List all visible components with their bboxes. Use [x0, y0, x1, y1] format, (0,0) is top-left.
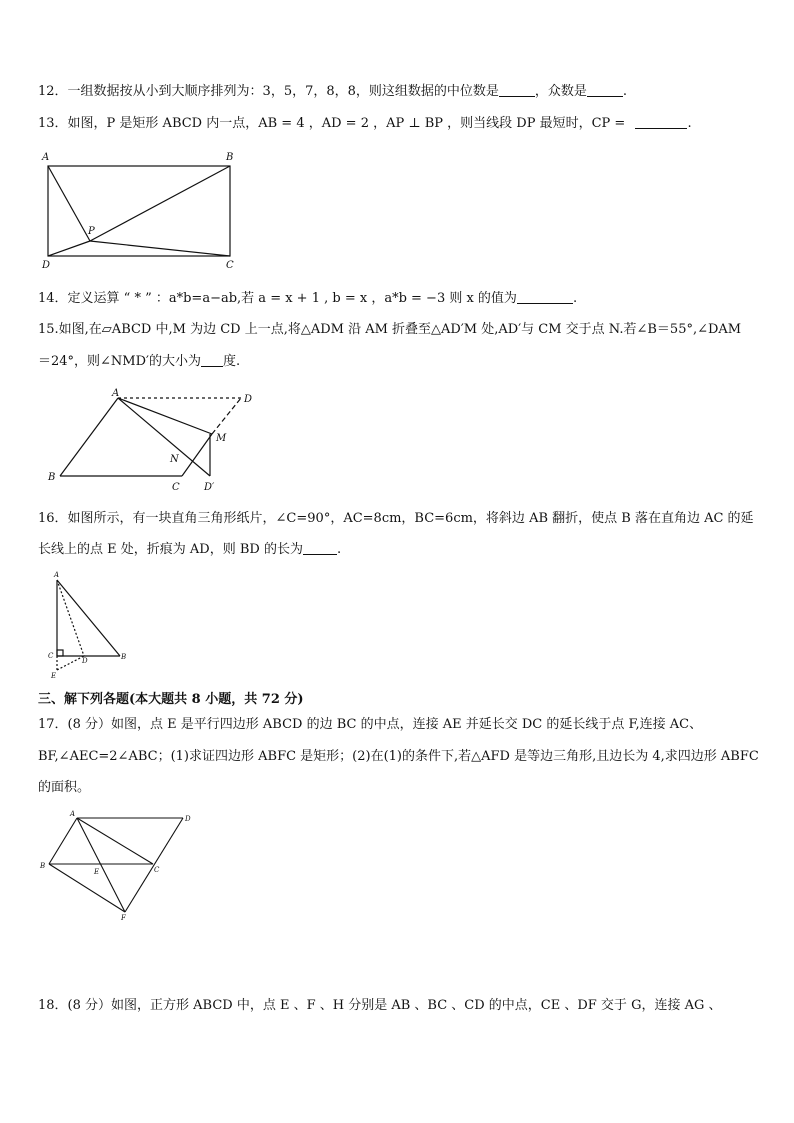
fig13-label-b: B	[226, 152, 234, 163]
fig17-label-d: D	[185, 815, 191, 823]
fig15-label-n: N	[170, 454, 179, 465]
fig16-label-c: C	[48, 652, 54, 660]
q13-end: .	[687, 116, 692, 131]
q14-text: 14．定义运算 “ * ” ：a*b=a−ab,若 a = x + 1 , b = x ，a*b = −3 则 x 的值为	[38, 291, 517, 306]
fig17-label-c: C	[154, 866, 160, 874]
q15-blank	[201, 354, 223, 367]
fig16-label-d: D	[82, 657, 88, 665]
fig17-label-f: F	[121, 914, 126, 922]
q15-end: 度.	[223, 354, 241, 369]
q12-blank-mode	[587, 84, 623, 97]
fig16-label-a: A	[54, 571, 60, 579]
question-17-line3: 的面积。	[38, 780, 91, 795]
q14-blank	[517, 291, 573, 304]
q16-blank	[303, 542, 337, 555]
question-14	[38, 291, 577, 307]
q12-text: 12．一组数据按从小到大顺序排列为：3，5，7，8，8，则这组数据的中位数是	[38, 84, 499, 99]
fig16-label-e: E	[51, 672, 57, 680]
question-16-line2	[38, 542, 341, 558]
fig15-label-m: M	[216, 433, 227, 444]
q12-blank-median	[499, 84, 535, 97]
question-12	[38, 84, 627, 100]
fig17-label-b: B	[40, 862, 46, 870]
fig15-label-a: A	[112, 388, 120, 399]
q13-text: 13．如图，P 是矩形 ABCD 内一点，AB = 4 ，AD = 2 ，AP ⊥ BP ，则当线段 DP 最短时，CP =	[38, 116, 626, 131]
q13-blank	[635, 116, 687, 129]
fig13-label-a: A	[42, 152, 50, 163]
figure-15-parallelogram	[44, 386, 264, 496]
fig15-label-d: D	[244, 394, 253, 405]
question-18-line1: 18．(8 分）如图，正方形 ABCD 中，点 E 、F 、H 分别是 AB 、BC 、CD 的中点，CE 、DF 交于 G，连接 AG 、	[38, 998, 722, 1013]
fig15-label-b: B	[48, 472, 56, 483]
question-16-line1: 16．如图所示，有一块直角三角形纸片，∠C=90°，AC=8cm，BC=6cm，将斜边 AB 翻折，使点 B 落在直角边 AC 的延	[38, 511, 754, 526]
q14-end: .	[572, 291, 578, 306]
figure-17-parallelogram	[36, 810, 196, 922]
figure-16-right-triangle	[44, 570, 134, 682]
fig16-label-b: B	[121, 653, 127, 661]
fig15-label-d-prime: D′	[204, 482, 215, 493]
fig15-label-c: C	[172, 482, 180, 493]
fig17-label-a: A	[70, 810, 76, 818]
question-15-line2	[38, 354, 240, 370]
q16-end: .	[336, 542, 342, 557]
fig13-label-p: P	[88, 226, 95, 237]
fig13-label-c: C	[226, 260, 234, 271]
question-15-line1: 15.如图,在▱ABCD 中,M 为边 CD 上一点,将△ADM 沿 AM 折叠至△AD′M 处,AD′与 CM 交于点 N.若∠B＝55°,∠DAM	[38, 322, 742, 337]
q12-end: .	[622, 84, 628, 99]
figure-13-rectangle	[38, 148, 238, 274]
question-17-line2: BF,∠AEC=2∠ABC；(1)求证四边形 ABFC 是矩形；(2)在(1)的条件下,若△AFD 是等边三角形,且边长为 4,求四边形 ABFC	[38, 749, 759, 764]
question-13	[38, 116, 692, 132]
question-17-line1: 17．(8 分）如图，点 E 是平行四边形 ABCD 的边 BC 的中点，连接 AE 并延长交 DC 的延长线于点 F,连接 AC、	[38, 717, 703, 732]
fig17-label-e: E	[94, 868, 100, 876]
fig13-label-d: D	[42, 260, 51, 271]
section-3-heading: 三、解下列各题(本大题共 8 小题，共 72 分)	[38, 692, 304, 707]
q15-text: ＝24°，则∠NMD′的大小为	[38, 354, 201, 369]
q16-text: 长线上的点 E 处，折痕为 AD，则 BD 的长为	[38, 542, 303, 557]
q12-mid: ，众数是	[534, 84, 587, 99]
